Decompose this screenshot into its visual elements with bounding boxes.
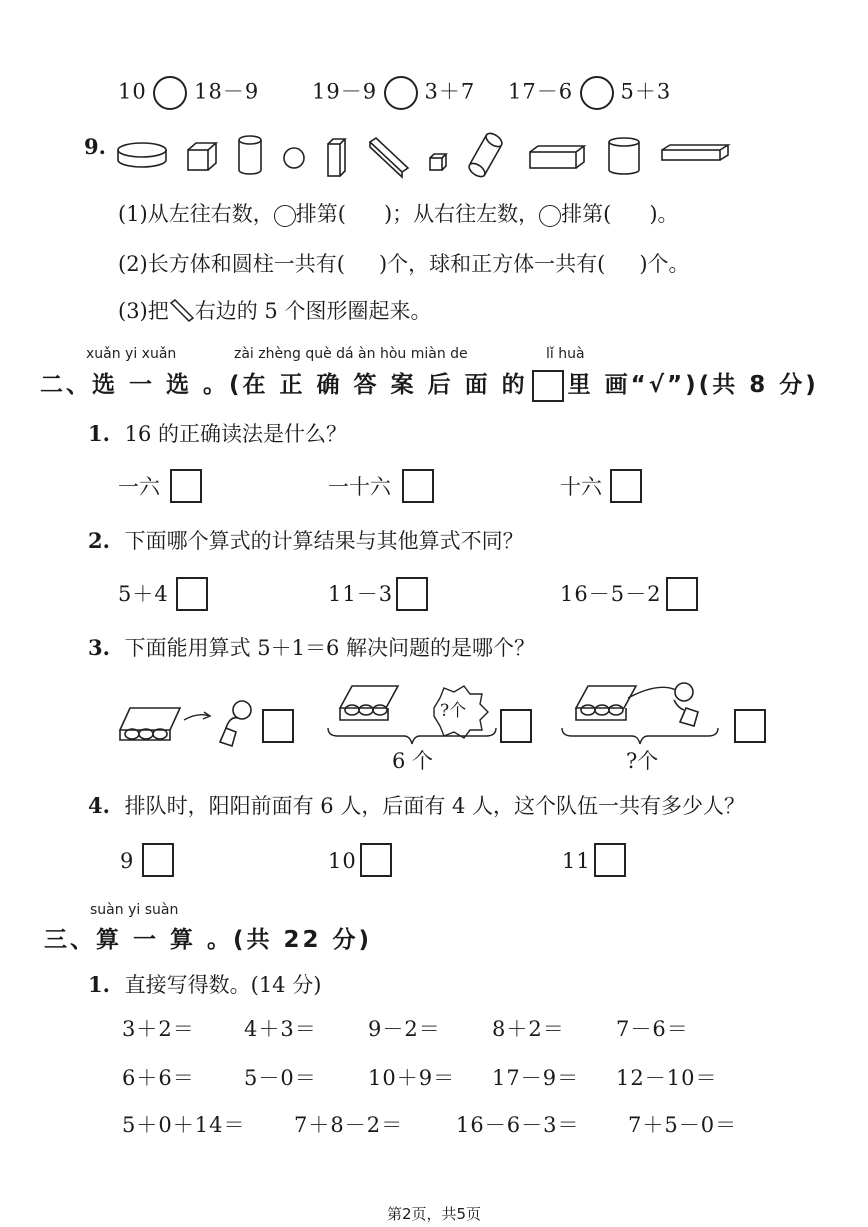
question-number: 4.	[88, 793, 110, 818]
hand-with-egg-icon	[674, 683, 698, 726]
answer-checkbox[interactable]	[402, 469, 434, 503]
sub1-text-d: 排第(	[561, 202, 612, 226]
option-label: 5＋4	[118, 582, 169, 606]
option-label: 9	[120, 849, 135, 873]
sub1-text-e: )。	[649, 202, 679, 226]
calc-item[interactable]: 9－2＝	[368, 1017, 441, 1041]
calc-item[interactable]: 7＋5－0＝	[628, 1113, 738, 1137]
question-text: 下面能用算式 5＋1＝6 解决问题的是哪个？	[124, 636, 536, 660]
cuboid-slanted-icon	[169, 301, 195, 325]
answer-checkbox[interactable]	[176, 577, 208, 611]
sub3-text-a: (3)把	[118, 299, 169, 323]
calc-item[interactable]: 7－6＝	[616, 1017, 689, 1041]
cylinder-flat-icon	[118, 143, 166, 167]
compare-blank-circle[interactable]	[580, 76, 614, 110]
answer-checkbox[interactable]	[170, 469, 202, 503]
question-number: 1.	[88, 972, 110, 997]
cuboid-slanted-icon	[370, 138, 408, 177]
calc-item[interactable]: 4＋3＝	[244, 1017, 317, 1041]
compare-item-1	[118, 76, 259, 110]
answer-checkbox[interactable]	[142, 843, 174, 877]
compare-left: 17－6	[508, 79, 574, 104]
option-label: 一十六	[328, 475, 391, 499]
egg-carton-icon	[340, 686, 398, 720]
question-text: 下面哪个算式的计算结果与其他算式不同？	[124, 529, 524, 553]
compare-right: 3＋7	[424, 79, 476, 104]
compare-item-3	[508, 76, 671, 110]
sphere-icon	[539, 205, 561, 227]
brace-icon	[562, 728, 718, 744]
cube-icon	[188, 143, 216, 170]
compare-right: 18－9	[194, 79, 260, 104]
pinyin-xuanyixuan: xuǎn yi xuǎn	[86, 346, 177, 362]
shape-row	[0, 128, 868, 188]
option-label: 11－3	[328, 582, 394, 606]
answer-checkbox[interactable]	[610, 469, 642, 503]
calc-item[interactable]: 3＋2＝	[122, 1017, 195, 1041]
section2-title-a: 二、选 一 选 。(在 正 确 答 案 后 面 的	[40, 372, 528, 398]
answer-checkbox[interactable]	[500, 709, 532, 743]
sub1-text-c: )；从右往左数，	[383, 202, 540, 226]
cylinder-icon	[609, 138, 639, 174]
question-4	[88, 793, 745, 819]
q9-sub3	[118, 298, 431, 325]
sub3-text-b: 右边的 5 个图形圈起来。	[194, 299, 432, 323]
cuboid-icon	[328, 139, 345, 176]
option-label: 16－5－2	[560, 582, 662, 606]
pinyin-suanyisuan: suàn yi suàn	[90, 902, 179, 918]
question-3	[88, 635, 535, 661]
calc-item[interactable]: 5－0＝	[244, 1066, 317, 1090]
answer-checkbox[interactable]	[734, 709, 766, 743]
answer-checkbox[interactable]	[594, 843, 626, 877]
question-2	[88, 528, 524, 554]
question-number: 1.	[88, 421, 110, 446]
cuboid-flat-icon	[662, 145, 728, 160]
egg-carton-icon	[120, 708, 180, 740]
calc-item[interactable]: 16－6－3＝	[456, 1113, 580, 1137]
sub2-text-a: (2)长方体和圆柱一共有(	[118, 252, 345, 276]
calc-item[interactable]: 10＋9＝	[368, 1066, 456, 1090]
compare-right: 5＋3	[620, 79, 672, 104]
answer-box-sample	[532, 370, 564, 402]
option-label: 11	[562, 849, 591, 873]
compare-blank-circle[interactable]	[153, 76, 187, 110]
cylinder-icon	[239, 136, 261, 174]
question-text: 16 的正确读法是什么？	[124, 422, 348, 446]
answer-checkbox[interactable]	[396, 577, 428, 611]
section2-title-b: 里 画“√”)(共 8 分)	[567, 372, 819, 398]
question-number: 2.	[88, 528, 110, 553]
calc-item[interactable]: 5＋0＋14＝	[122, 1113, 246, 1137]
compare-left: 10	[118, 79, 147, 104]
pinyin-lihua: lǐ huà	[546, 346, 585, 362]
question-number: 9.	[84, 134, 106, 159]
arrow-icon	[184, 712, 210, 720]
section2-title	[40, 366, 819, 402]
compare-blank-circle[interactable]	[384, 76, 418, 110]
sphere-icon	[284, 148, 304, 168]
unknown-count-label: ?个	[440, 701, 467, 721]
question-text: 排队时，阳阳前面有 6 人，后面有 4 人，这个队伍一共有多少人？	[124, 794, 746, 818]
question-number: 3.	[88, 635, 110, 660]
answer-checkbox[interactable]	[360, 843, 392, 877]
compare-left: 19－9	[312, 79, 378, 104]
section3-question-1	[88, 972, 321, 998]
compare-item-2	[312, 76, 475, 110]
unknown-total-label: ?个	[626, 749, 659, 773]
section3-title: 三、算 一 算 。(共 22 分)	[44, 927, 373, 953]
cuboid-icon	[530, 146, 584, 168]
option-label: 十六	[560, 475, 602, 499]
q9-sub2	[118, 251, 690, 277]
calc-item[interactable]: 7＋8－2＝	[294, 1113, 404, 1137]
calc-item[interactable]: 12－10＝	[616, 1066, 718, 1090]
pinyin-instruction: zài zhèng què dá àn hòu miàn de	[234, 346, 468, 362]
q9-sub1	[118, 201, 679, 227]
sub2-text-b: )个，球和正方体一共有(	[378, 252, 606, 276]
sphere-icon	[274, 205, 296, 227]
calc-item[interactable]: 6＋6＝	[122, 1066, 195, 1090]
cube-small-icon	[430, 154, 446, 170]
answer-checkbox[interactable]	[262, 709, 294, 743]
option-label: 10	[328, 849, 357, 873]
page-footer: 第2页，共5页	[386, 1205, 482, 1223]
hand-with-egg-icon	[220, 701, 251, 746]
answer-checkbox[interactable]	[666, 577, 698, 611]
sub2-text-c: )个。	[639, 252, 690, 276]
cylinder-tilted-icon	[467, 131, 504, 180]
calc-item[interactable]: 17－9＝	[492, 1066, 580, 1090]
question-1	[88, 421, 347, 447]
egg-carton-icon	[576, 686, 636, 720]
option-label: 一六	[118, 475, 160, 499]
sub1-text-b: 排第(	[295, 202, 346, 226]
sub1-text-a: (1)从左往右数，	[118, 202, 274, 226]
question-text: 直接写得数。(14 分)	[124, 973, 322, 997]
calc-item[interactable]: 8＋2＝	[492, 1017, 565, 1041]
total-count-label: 6 个	[392, 749, 434, 773]
